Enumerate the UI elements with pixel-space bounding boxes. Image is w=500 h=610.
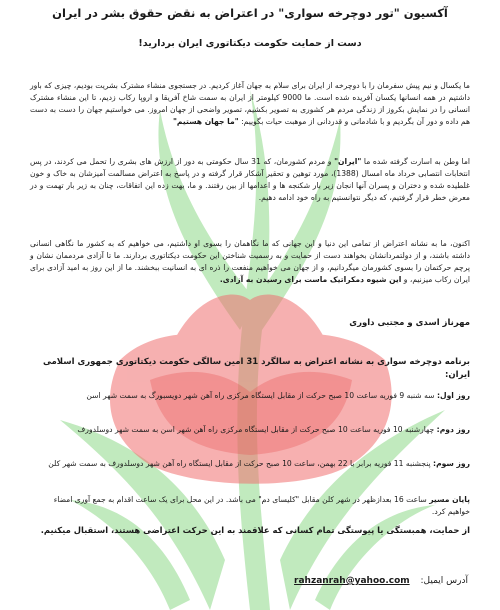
schedule-item-text: پنجشنبه 11 فوریه برابر با 22 بهمن، ساعت 10 صبح حرکت از مقابل ایستگاه راه آهن شهر دوسلدورف به سمت شهر کلن	[48, 459, 431, 468]
contact-row	[294, 576, 468, 586]
closing-statement: از حمایت، همبستگی یا پیوستگی تمام کسانی که علاقمند به این حرکت اعتراضی هستند، استقبال میکنیم.	[40, 525, 470, 535]
paragraph-iran-text-a: اما وطن به اسارت گرفته شده ما	[363, 157, 470, 166]
paragraph-intro-text: ما یکسال و نیم پیش سفرمان را با دوچرخه از ایران برای سلام به جهان آغاز کردیم. در جستجوی منشاء مشترک بشریت بودیم، چیزی که باور داشتیم در همه انسانها یکسان آفریده شده است. ما 9000 کیلومتر از ایران به سمت شاخ آفریقا و اروپا رکاب زدیم، تا این منشاء مشترک انسانی را در نمایش بکروز از زندگی مردم هر کشوری به تصویر بکشیم، تصویر واضحی از جهان امروز. می خواستیم جهان را دست به دست هم داده و دور آن بگردیم و با شادمانی و قدردانی از موهبت حیات بگوییم:	[30, 81, 470, 126]
schedule-item	[30, 458, 470, 470]
schedule-item-label: پایان مسیر	[429, 495, 470, 504]
paragraph-protest-emphasis: این شیوه دمکراتیک ماست برای رسیدن به آزادی.	[219, 275, 402, 284]
paragraph-protest	[30, 238, 470, 286]
paragraph-protest-text: اکنون، ما به نشانه اعتراض از تمامی این دنیا و این جهانی که ما نگاهمان را بسوی او داشتیم، می خواهیم که به کشور ما نگاهی انسانی داشته باشند، و از دولتمردانشان بخواهند دست از حمایت و به رسمیت شناختن این حکومت دیکتاتوری بردارند. ما تا آزادی مردممان نشان و پرچم حرکتمان را بسوی کشورمان میگردانیم، و از جهان می خواهیم منفعت را ذره ای به انسانیت ببخشند. ما از این روز به امید آزادی برای ایران رکاب میزنیم، و	[30, 239, 470, 284]
schedule-item	[30, 424, 470, 436]
document-subtitle: دست از حمایت حکومت دیکتاتوری ایران بردارید!	[138, 38, 362, 49]
email-label: آدرس ایمیل:	[420, 576, 468, 586]
email-link[interactable]: rahzanrah@yahoo.com	[294, 576, 410, 586]
schedule-item	[30, 390, 470, 402]
paragraph-intro	[30, 80, 470, 128]
schedule-item-label: روز دوم:	[436, 425, 470, 434]
signature: مهرناز اسدی و مجتبی داوری	[349, 318, 470, 328]
program-title: برنامه دوچرخه سواری به نشانه اعتراض به سالگرد 31 امین سالگی حکومت دیکتاتوری جمهوری اسلامی ایران:	[42, 357, 470, 380]
paragraph-iran-emphasis: "ایران"	[334, 157, 362, 166]
schedule-item-text: چهارشنبه 10 فوریه ساعت 10 صبح حرکت از مقابل ایستگاه مرکزی راه آهن شهر اسن به سمت شهر دوسلدورف	[77, 425, 435, 434]
schedule-item-text: ساعت 16 بعدازظهر در شهر کلن مقابل "کلیسای دم" می باشد. در این محل برای یک ساعت اقدام به جمع آوری امضاء خواهیم کرد.	[53, 495, 470, 516]
schedule-item-label: روز اول:	[436, 391, 470, 400]
paragraph-iran-text-b: و مردم کشورمان، که 31 سال حکومتی به دور از ارزش های بشری را تحمل می کردند، در پس انتخابات انتصابی خرداد ماه امسال (1388)، مورد توهین و تحقیر آشکار قرار گرفته و در پاسخ به اعتراض مسالمت آمیزشان به خاک و خون غلطیده شده و دختران و پسران آنها انجان زیر بار شکنجه ها و اعدامها از بین رفتند. و ما، بهت زده این اتفاقات، چنان به زیر بار تهمت و در معرض خطر قرار گرفتیم، که دیگر نتوانستیم به راه خود ادامه دهیم.	[30, 157, 470, 202]
schedule-item-text: سه شنبه 9 فوریه ساعت 10 صبح حرکت از مقابل ایستگاه مرکزی راه آهن شهر دویسبورگ به سمت شهر اسن	[86, 391, 435, 400]
schedule-item-label: روز سوم:	[433, 459, 470, 468]
schedule-item	[30, 494, 470, 518]
paragraph-iran	[30, 156, 470, 204]
paragraph-intro-emphasis: "ما جهان هستیم"	[172, 117, 239, 126]
document-title: آکسیون "تور دوچرخه سواری" در اعتراض به نقض حقوق بشر در ایران	[52, 6, 448, 20]
